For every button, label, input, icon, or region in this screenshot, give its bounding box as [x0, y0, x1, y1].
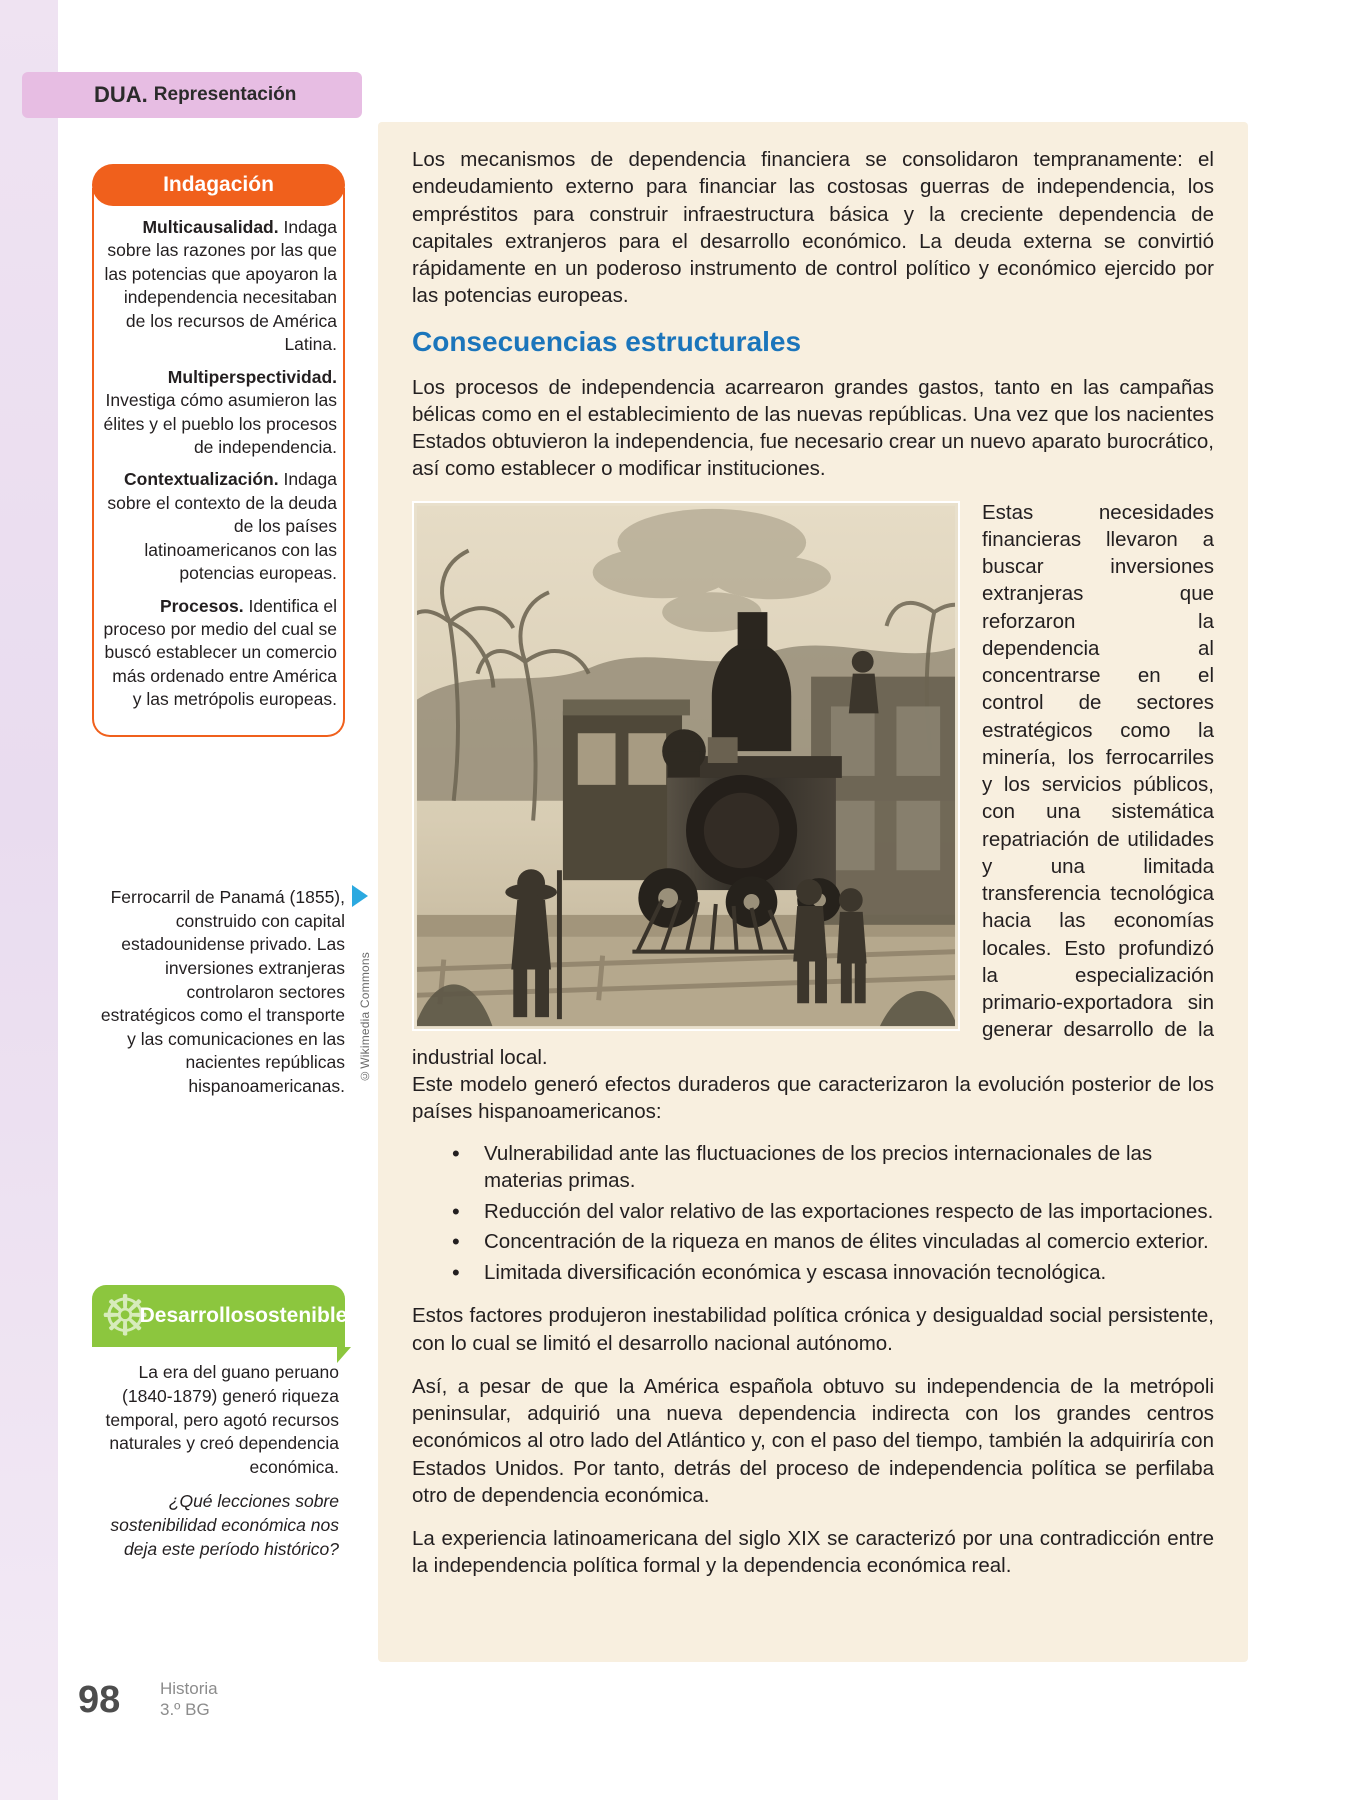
caption-pointer-icon — [352, 885, 368, 907]
body-paragraph-4: Así, a pesar de que la América española obtuvo su independencia de la metrópoli peninsular, adquirió una nueva dependencia indirecta con los grandes centros económicos al otro lado del Atlántico y, con el paso del tiempo, también la adquiriría con Estados Unidos. Por tanto, detrás del proceso de independencia política se perfilaba otro de dependencia económica. — [412, 1374, 1214, 1507]
indagacion-item — [100, 468, 337, 585]
desarrollo-sostenible-box — [92, 1345, 345, 1583]
list-item: • Reducción del valor relativo de las exportaciones respecto de las importaciones. — [452, 1199, 1214, 1226]
railway-engraving-svg — [414, 503, 958, 1029]
body-paragraph-5: La experiencia latinoamericana del siglo XIX se caracterizó por una contradicción entre la independencia política formal y la dependencia económica real. — [412, 1527, 1214, 1578]
footer-subject — [160, 1679, 218, 1720]
footer-subject-name: Historia — [160, 1679, 218, 1699]
railway-engraving-image — [412, 501, 960, 1031]
list-item: • Limitada diversificación económica y escasa innovación tecnológica. — [452, 1260, 1214, 1287]
dua-badge — [22, 72, 362, 118]
intro-paragraph: Los mecanismos de dependencia financiera se consolidaron tempranamente: el endeudamiento externo para financiar las costosas guerras de independencia, los empréstitos para construir infraestructura básica y la creciente dependencia de capitales extranjeros para el desarrollo económico. La deuda externa se convirtió rápidamente en un poderoso instrumento de control político y económico ejercido por las potencias europeas. — [412, 148, 1214, 308]
ds-paragraph: La era del guano peruano (1840-1879) generó riqueza temporal, pero agotó recursos naturales y creó dependencia económica. — [105, 1362, 339, 1478]
list-item: • Concentración de la riqueza en manos de élites vinculadas al comercio exterior. — [452, 1229, 1214, 1256]
ds-question: ¿Qué lecciones sobre sostenibilidad económica nos deja este período histórico? — [110, 1490, 339, 1559]
page-spine-decoration — [0, 0, 58, 1800]
wrap-paragraph: Estas necesidades financieras llevaron a buscar inversiones extranjeras que reforzaron la dependencia al concentrarse en el control de sectores estratégicos como la minería, los ferrocarriles y los servicios públicos, con una sistemática repatriación de utilidades y una limitada transferencia tecnológica hacia las economías locales. Esto profundizó la especialización primario-exportadora sin generar desarrollo de la industrial local. — [412, 500, 1214, 1069]
figure-caption: Ferrocarril de Panamá (1855), construido con capital estadounidense privado. Las inversiones extranjeras controlaron sectores estratégicos como el transporte y las comunicaciones en las nacientes repúblicas hispanoamericanas. — [100, 887, 345, 1096]
section-heading: Consecuencias estructurales — [412, 325, 802, 357]
indagacion-item-term: Multiperspectividad. — [167, 366, 337, 387]
list-item: • Vulnerabilidad ante las fluctuaciones de los precios internacionales de las materias primas. — [452, 1141, 1214, 1194]
page-number: 98 — [78, 1679, 121, 1721]
indagacion-item-text: Indaga sobre las razones por las que las potencias que apoyaron la independencia necesitaban de los recursos de América Latina. — [104, 217, 337, 355]
dua-label: DUA. — [94, 82, 148, 107]
indagacion-item-text: Investiga cómo asumieron las élites y el pueblo los procesos de independencia. — [103, 390, 337, 457]
indagacion-item — [100, 366, 337, 460]
ds-title-line1: Desarrollo — [139, 1304, 244, 1328]
indagacion-item-term: Contextualización. — [124, 469, 279, 490]
figure-with-wrap-text — [412, 499, 1214, 1071]
dua-sublabel: Representación — [153, 84, 297, 105]
body-paragraph-3: Estos factores produjeron inestabilidad política crónica y desigualdad social persistente, con lo cual se limitó el desarrollo nacional autónomo. — [412, 1304, 1214, 1355]
indagacion-item — [100, 216, 337, 357]
indagacion-box — [92, 188, 345, 737]
indagacion-item-text: Identifica el proceso por medio del cual se buscó establecer un comercio más ordenado entre América y las metrópolis europeas. — [103, 595, 337, 710]
indagacion-item-text: Indaga sobre el contexto de la deuda de los países latinoamericanos con las potencias europeas. — [107, 469, 337, 584]
body-paragraph-2: Este modelo generó efectos duraderos que caracterizaron la evolución posterior de los países hispanoamericanos: — [412, 1072, 1214, 1123]
ds-title-line2: sostenible — [243, 1304, 348, 1328]
figure-credit: ©Wikimedia Commons — [358, 952, 372, 1083]
body-paragraph-1: Los procesos de independencia acarrearon grandes gastos, tanto en las campañas bélicas como en el establecimiento de las nuevas repúblicas. Una vez que los nacientes Estados obtuvieron la independencia, fue necesario crear un nuevo aparato burocrático, así como establecer o modificar instituciones. — [412, 375, 1214, 481]
indagacion-item-term: Procesos. — [159, 595, 244, 616]
effects-bullet-list — [412, 1141, 1214, 1286]
indagacion-item-term: Multicausalidad. — [142, 217, 279, 237]
main-content-column — [378, 122, 1248, 1662]
indagacion-item — [100, 595, 337, 712]
leaf-circle-icon: ☸ — [100, 1286, 151, 1348]
footer-level: 3.º BG — [160, 1699, 210, 1719]
indagacion-title: Indagación — [92, 164, 345, 206]
